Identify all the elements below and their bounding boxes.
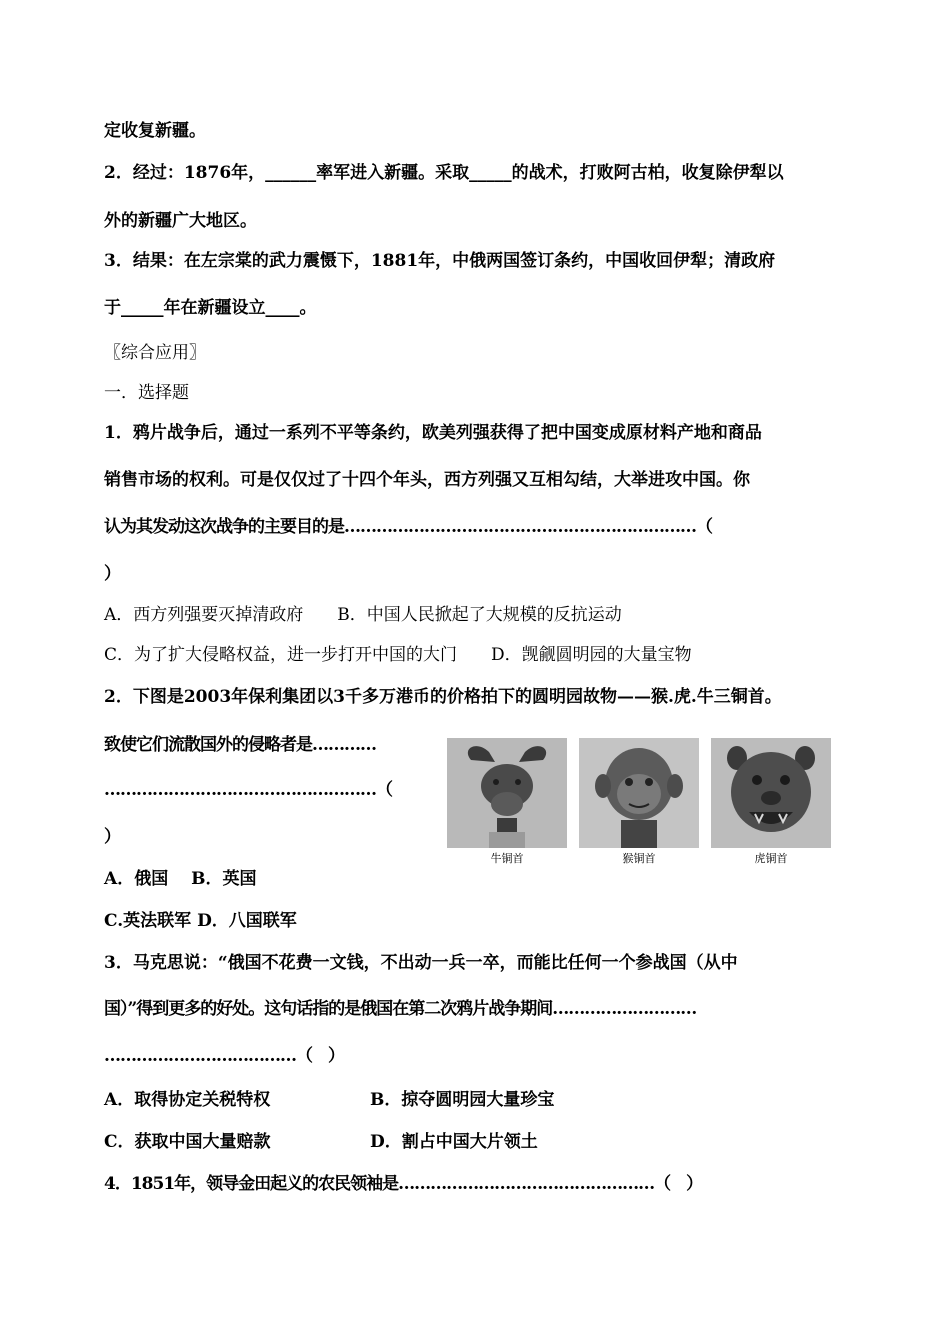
l5: 于_____年在新疆设立____。: [104, 298, 317, 318]
q2-line3: ……………………………………………（: [104, 780, 392, 800]
l2: 2．经过：1876年，______率军进入新疆。采取_____的战术，打败阿古柏，收复除伊犁以: [104, 163, 784, 183]
q3-option-b: B．掠夺圆明园大量珍宝: [370, 1090, 555, 1110]
q2-line2: 致使它们流散国外的侵略者是…………: [104, 735, 376, 755]
figure-ox-head: [447, 738, 567, 866]
q2-options-cd: C.英法联军 D．八国联军: [104, 911, 297, 931]
q2-options-ab: A．俄国 B．英国: [104, 869, 257, 889]
q1-options-ab: A．西方列强要灭掉清政府 B．中国人民掀起了大规模的反抗运动: [104, 605, 622, 625]
q2-line1: 2．下图是2003年保利集团以3千多万港币的价格拍下的圆明园故物——猴.虎.牛三铜首。: [104, 687, 782, 707]
section-heading: 〖综合应用〗: [104, 343, 206, 363]
q3-line2: 国）”得到更多的好处。这句话指的是俄国在第二次鸦片战争期间………………………: [104, 999, 697, 1019]
q1-line3: 认为其发动这次战争的主要目的是…………………………………………………………（: [104, 517, 712, 537]
q3-line1: 3．马克思说：“俄国不花费一文钱，不出动一兵一卒，而能比任何一个参战国（从中: [104, 953, 738, 973]
q1-line4: ）: [104, 564, 121, 584]
monkey-head-icon: [579, 738, 699, 848]
figure-caption: 牛铜首: [490, 852, 524, 865]
l1: 定收复新疆。: [104, 121, 206, 141]
figure-caption: 猴铜首: [622, 852, 656, 865]
q1-options-cd: C．为了扩大侵略权益，进一步打开中国的大门 D．觊觎圆明园的大量宝物: [104, 645, 692, 665]
q3-option-a: A．取得协定关税特权: [104, 1090, 271, 1110]
q1-line2: 销售市场的权利。可是仅仅过了十四个年头，西方列强又互相勾结，大举进攻中国。你: [104, 470, 750, 490]
l3: 外的新疆广大地区。: [104, 211, 257, 231]
figure-tiger-head: [711, 738, 831, 866]
subsection-heading: 一．选择题: [104, 383, 189, 403]
l4: 3．结果：在左宗棠的武力震慑下，1881年，中俄两国签订条约，中国收回伊犁；清政府: [104, 251, 776, 271]
figure-monkey-head: [579, 738, 699, 866]
q3-line3: ………………………………（ ）: [104, 1046, 344, 1066]
ox-head-icon: [447, 738, 567, 848]
q3-option-d: D．割占中国大片领土: [370, 1132, 538, 1152]
q4-line1: 4．1851年，领导金田起义的农民领袖是…………………………………………（ ）: [104, 1174, 703, 1194]
q2-line4: ）: [104, 827, 121, 847]
q1-line1: 1．鸦片战争后，通过一系列不平等条约，欧美列强获得了把中国变成原材料产地和商品: [104, 423, 762, 443]
figure-caption: 虎铜首: [754, 852, 788, 865]
q3-option-c: C．获取中国大量赔款: [104, 1132, 271, 1152]
tiger-head-icon: [711, 738, 831, 848]
